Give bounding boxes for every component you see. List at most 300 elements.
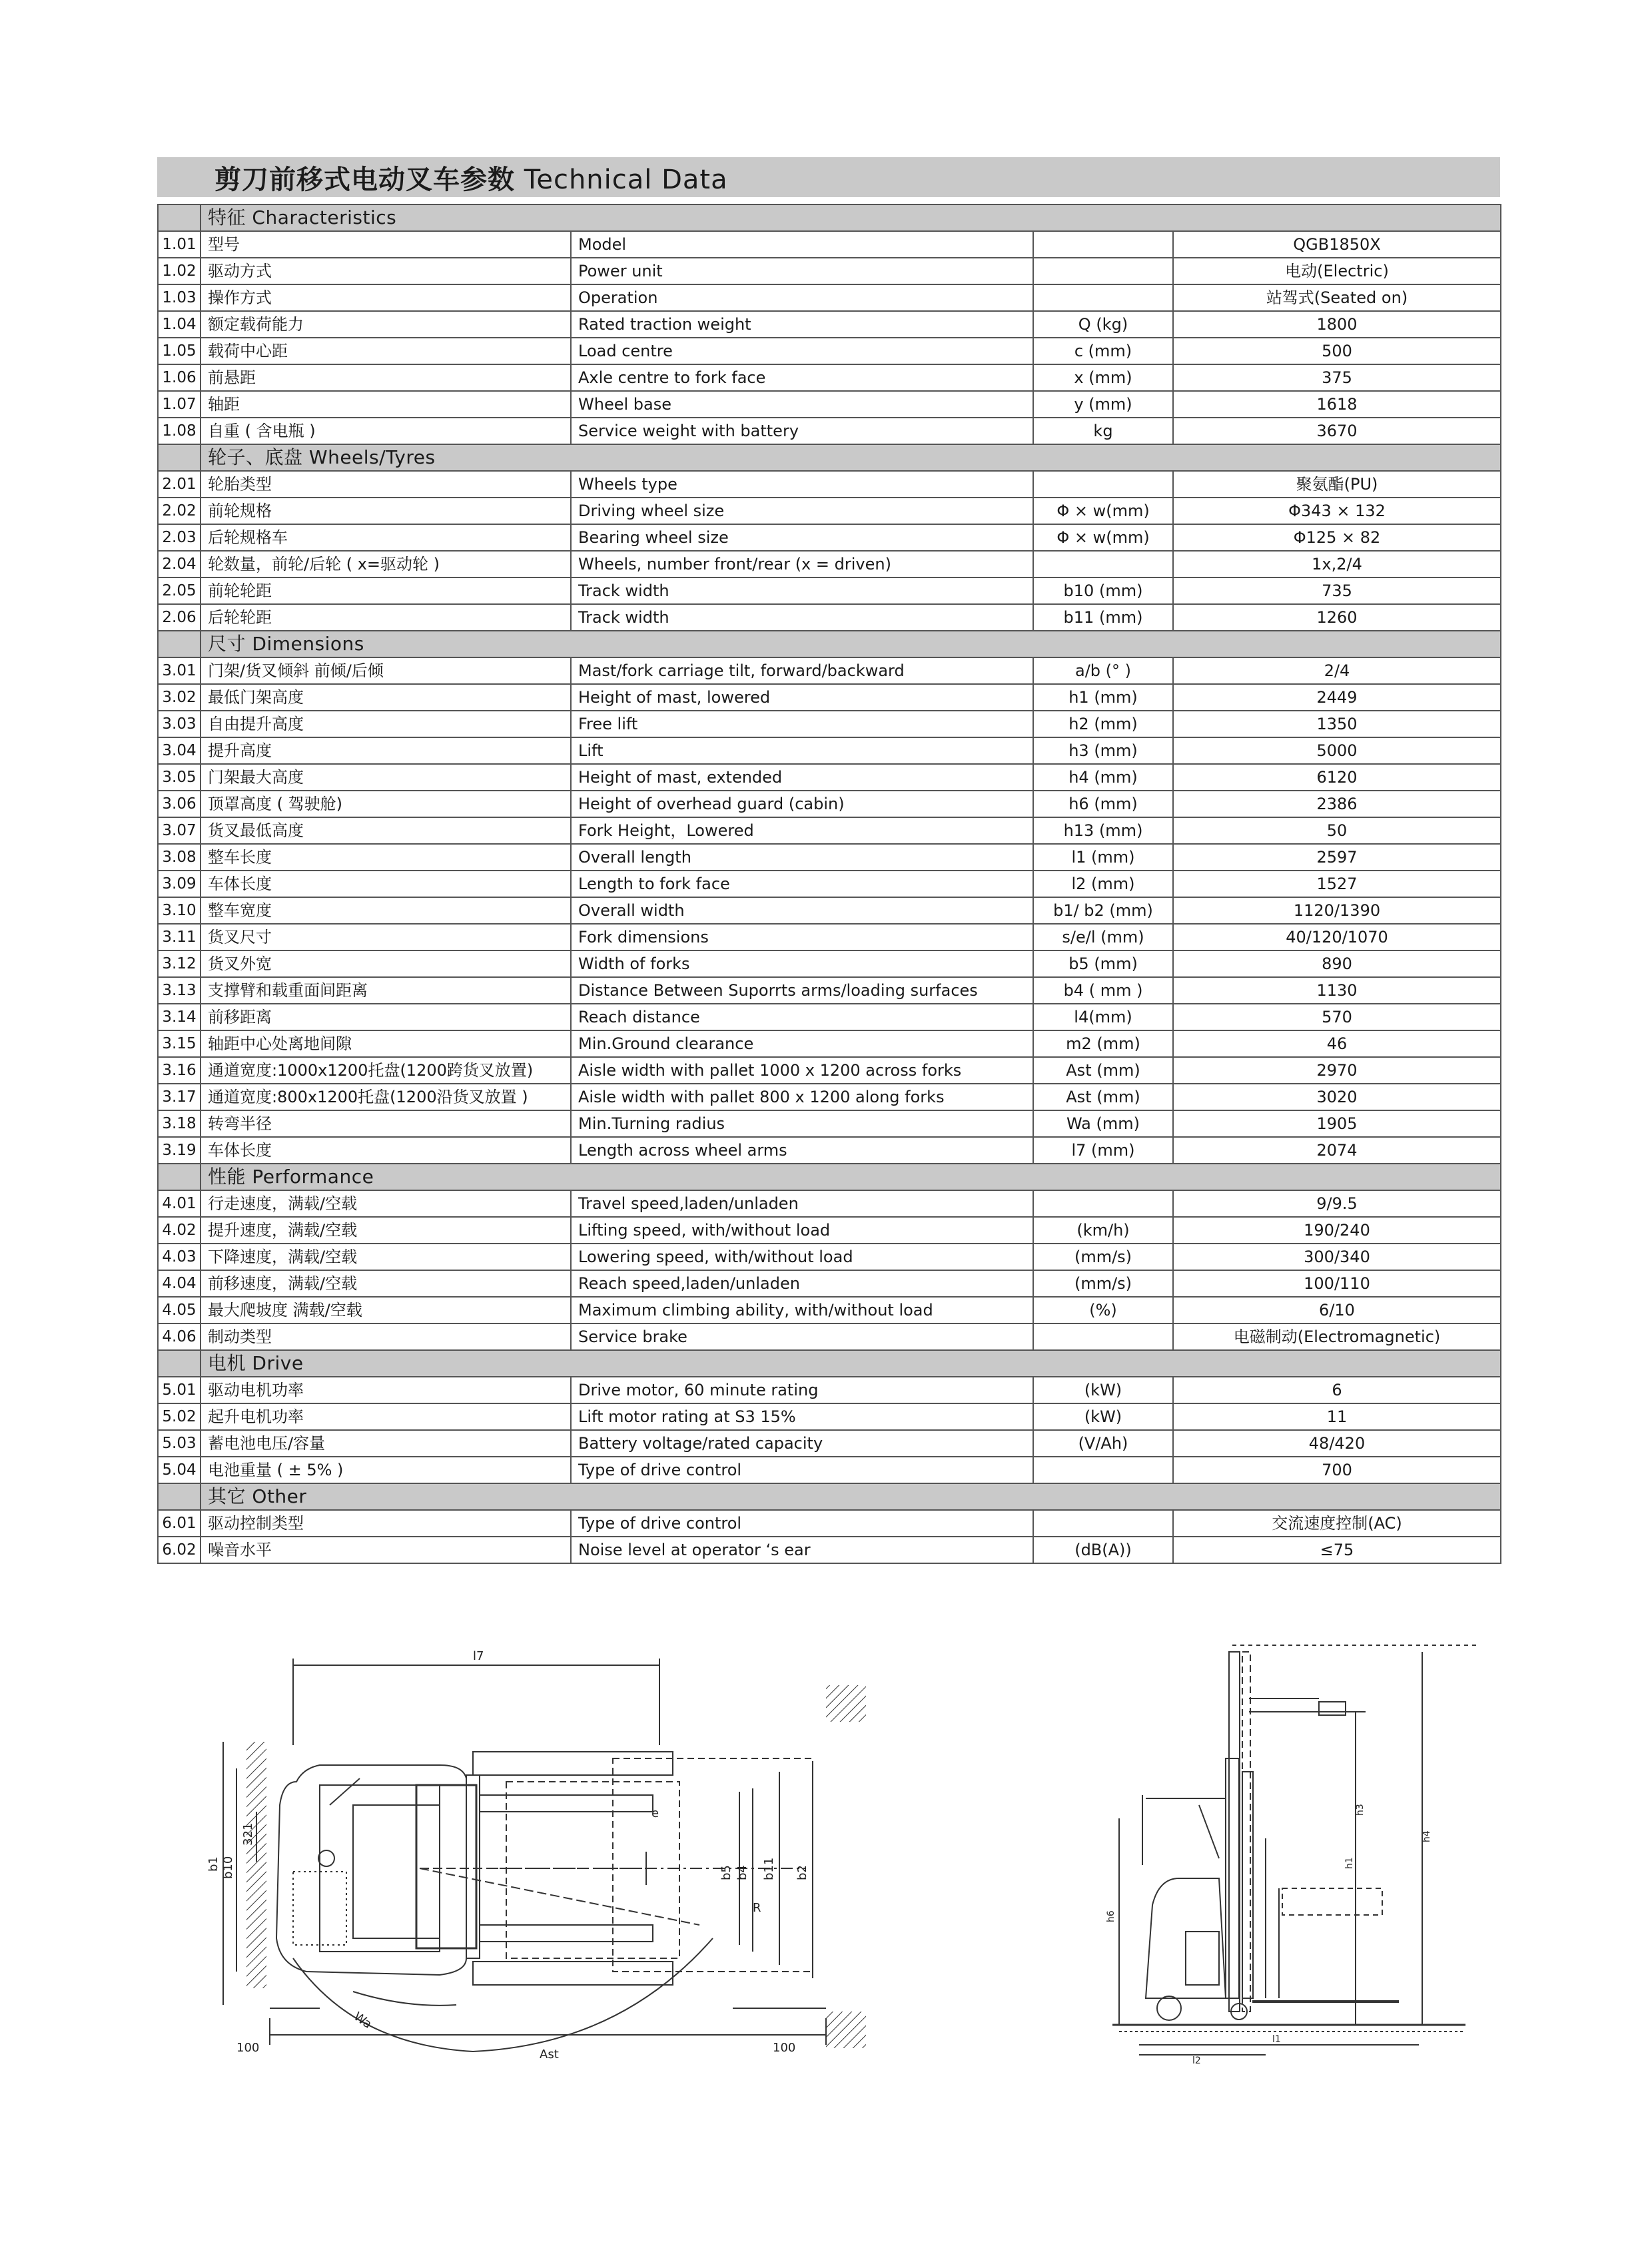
section-header-blank bbox=[158, 1483, 201, 1510]
table-row bbox=[158, 977, 1501, 1004]
row-label-zh: 轴距 bbox=[201, 391, 571, 418]
row-unit: h4 (mm) bbox=[1033, 764, 1173, 791]
row-label-en: Type of drive control bbox=[571, 1510, 1033, 1537]
row-label-en: Width of forks bbox=[571, 950, 1033, 977]
row-unit: l7 (mm) bbox=[1033, 1137, 1173, 1164]
section-header-blank bbox=[158, 1164, 201, 1190]
table-row bbox=[158, 1377, 1501, 1403]
row-label-zh: 载荷中心距 bbox=[201, 338, 571, 364]
section-header bbox=[158, 1483, 1501, 1510]
row-value: 1618 bbox=[1173, 391, 1501, 418]
table-row bbox=[158, 577, 1501, 604]
row-unit: (kW) bbox=[1033, 1403, 1173, 1430]
row-number: 6.02 bbox=[158, 1537, 201, 1563]
table-row bbox=[158, 1457, 1501, 1483]
dim-label-r: R bbox=[753, 1901, 761, 1915]
row-label-en: Driving wheel size bbox=[571, 498, 1033, 524]
section-title: 其它 Other bbox=[201, 1483, 1501, 1510]
row-number: 4.04 bbox=[158, 1270, 201, 1297]
table-row bbox=[158, 524, 1501, 551]
row-number: 4.06 bbox=[158, 1323, 201, 1350]
table-row bbox=[158, 711, 1501, 737]
table-row bbox=[158, 338, 1501, 364]
row-unit: (V/Ah) bbox=[1033, 1430, 1173, 1457]
row-number: 1.02 bbox=[158, 258, 201, 284]
section-header-blank bbox=[158, 444, 201, 471]
row-label-zh: 前移速度，满载/空载 bbox=[201, 1270, 571, 1297]
row-value: 735 bbox=[1173, 577, 1501, 604]
row-label-zh: 最大爬坡度 满载/空载 bbox=[201, 1297, 571, 1323]
row-unit: b4 ( mm ) bbox=[1033, 977, 1173, 1004]
row-unit: (dB(A)) bbox=[1033, 1537, 1173, 1563]
row-label-en: Service brake bbox=[571, 1323, 1033, 1350]
row-label-zh: 自重 ( 含电瓶 ) bbox=[201, 418, 571, 444]
row-number: 3.04 bbox=[158, 737, 201, 764]
row-number: 1.03 bbox=[158, 284, 201, 311]
section-header bbox=[158, 444, 1501, 471]
row-label-en: Maximum climbing ability, with/without load bbox=[571, 1297, 1033, 1323]
table-row bbox=[158, 1110, 1501, 1137]
row-label-zh: 轴距中心处离地间隙 bbox=[201, 1030, 571, 1057]
dim-label-b5: b5 bbox=[719, 1865, 733, 1880]
row-value: 40/120/1070 bbox=[1173, 924, 1501, 950]
section-title: 尺寸 Dimensions bbox=[201, 631, 1501, 657]
row-label-zh: 转弯半径 bbox=[201, 1110, 571, 1137]
row-label-zh: 顶罩高度 ( 驾驶舱) bbox=[201, 791, 571, 817]
row-number: 2.02 bbox=[158, 498, 201, 524]
row-value: 1800 bbox=[1173, 311, 1501, 338]
row-value: 300/340 bbox=[1173, 1244, 1501, 1270]
row-number: 2.03 bbox=[158, 524, 201, 551]
row-number: 1.08 bbox=[158, 418, 201, 444]
row-number: 4.01 bbox=[158, 1190, 201, 1217]
title-bar bbox=[157, 157, 1500, 197]
row-label-en: Height of overhead guard (cabin) bbox=[571, 791, 1033, 817]
row-label-zh: 轮胎类型 bbox=[201, 471, 571, 498]
row-number: 2.01 bbox=[158, 471, 201, 498]
table-row bbox=[158, 498, 1501, 524]
row-number: 3.10 bbox=[158, 897, 201, 924]
section-header-blank bbox=[158, 1350, 201, 1377]
dim-label-e: e bbox=[651, 1806, 659, 1820]
table-row bbox=[158, 1537, 1501, 1563]
row-value: 聚氨酯(PU) bbox=[1173, 471, 1501, 498]
row-label-en: Battery voltage/rated capacity bbox=[571, 1430, 1033, 1457]
table-row bbox=[158, 1004, 1501, 1030]
table-row bbox=[158, 924, 1501, 950]
row-unit: h13 (mm) bbox=[1033, 817, 1173, 844]
row-value: 2074 bbox=[1173, 1137, 1501, 1164]
table-row bbox=[158, 231, 1501, 258]
title-en: Technical Data bbox=[524, 164, 728, 195]
spec-table bbox=[157, 204, 1501, 1564]
row-value: ≤75 bbox=[1173, 1537, 1501, 1563]
row-unit: Q (kg) bbox=[1033, 311, 1173, 338]
row-label-en: Aisle width with pallet 800 x 1200 along forks bbox=[571, 1084, 1033, 1110]
row-number: 5.01 bbox=[158, 1377, 201, 1403]
row-unit bbox=[1033, 284, 1173, 311]
row-value: 2970 bbox=[1173, 1057, 1501, 1084]
row-label-en: Mast/fork carriage tilt, forward/backward bbox=[571, 657, 1033, 684]
row-value: 190/240 bbox=[1173, 1217, 1501, 1244]
table-row bbox=[158, 258, 1501, 284]
dim-label-321: 321 bbox=[241, 1822, 255, 1846]
row-number: 5.03 bbox=[158, 1430, 201, 1457]
row-number: 4.05 bbox=[158, 1297, 201, 1323]
row-value: 1350 bbox=[1173, 711, 1501, 737]
row-label-zh: 支撑臂和载重面间距离 bbox=[201, 977, 571, 1004]
row-label-zh: 操作方式 bbox=[201, 284, 571, 311]
row-number: 3.11 bbox=[158, 924, 201, 950]
row-label-en: Axle centre to fork face bbox=[571, 364, 1033, 391]
row-label-zh: 通道宽度:800x1200托盘(1200沿货叉放置 ) bbox=[201, 1084, 571, 1110]
row-unit: (%) bbox=[1033, 1297, 1173, 1323]
row-number: 3.18 bbox=[158, 1110, 201, 1137]
row-label-zh: 货叉外宽 bbox=[201, 950, 571, 977]
dim-label-l7: l7 bbox=[473, 1649, 484, 1663]
row-label-zh: 门架/货叉倾斜 前倾/后倾 bbox=[201, 657, 571, 684]
table-row bbox=[158, 1270, 1501, 1297]
dim-label-b1: b1 bbox=[206, 1856, 220, 1872]
row-unit bbox=[1033, 1323, 1173, 1350]
row-label-zh: 后轮规格车 bbox=[201, 524, 571, 551]
side-view-drawing bbox=[1106, 1639, 1492, 2065]
row-value: Φ125 × 82 bbox=[1173, 524, 1501, 551]
row-number: 2.04 bbox=[158, 551, 201, 577]
row-value: 电磁制动(Electromagnetic) bbox=[1173, 1323, 1501, 1350]
table-row bbox=[158, 418, 1501, 444]
row-label-en: Min.Ground clearance bbox=[571, 1030, 1033, 1057]
row-label-en: Load centre bbox=[571, 338, 1033, 364]
dim-label-l2: l2 bbox=[1192, 2055, 1201, 2065]
row-unit: h6 (mm) bbox=[1033, 791, 1173, 817]
row-value: 700 bbox=[1173, 1457, 1501, 1483]
section-title: 电机 Drive bbox=[201, 1350, 1501, 1377]
table-row bbox=[158, 311, 1501, 338]
row-label-zh: 提升高度 bbox=[201, 737, 571, 764]
row-label-en: Fork Height，Lowered bbox=[571, 817, 1033, 844]
section-header bbox=[158, 1350, 1501, 1377]
row-label-zh: 驱动方式 bbox=[201, 258, 571, 284]
row-label-zh: 驱动控制类型 bbox=[201, 1510, 571, 1537]
row-number: 2.06 bbox=[158, 604, 201, 631]
row-unit: Ast (mm) bbox=[1033, 1057, 1173, 1084]
row-number: 1.06 bbox=[158, 364, 201, 391]
row-value: 2449 bbox=[1173, 684, 1501, 711]
row-label-en: Noise level at operator ‘s ear bbox=[571, 1537, 1033, 1563]
row-unit: b10 (mm) bbox=[1033, 577, 1173, 604]
row-label-en: Lift motor rating at S3 15% bbox=[571, 1403, 1033, 1430]
row-value: 2597 bbox=[1173, 844, 1501, 871]
row-unit: l4(mm) bbox=[1033, 1004, 1173, 1030]
row-unit: kg bbox=[1033, 418, 1173, 444]
row-value: 1x,2/4 bbox=[1173, 551, 1501, 577]
row-value: 46 bbox=[1173, 1030, 1501, 1057]
row-label-en: Travel speed,laden/unladen bbox=[571, 1190, 1033, 1217]
row-label-en: Height of mast, lowered bbox=[571, 684, 1033, 711]
row-unit: s/e/l (mm) bbox=[1033, 924, 1173, 950]
row-label-zh: 噪音水平 bbox=[201, 1537, 571, 1563]
row-label-zh: 整车长度 bbox=[201, 844, 571, 871]
row-number: 1.04 bbox=[158, 311, 201, 338]
dim-label-h4: h4 bbox=[1422, 1830, 1432, 1842]
row-label-zh: 驱动电机功率 bbox=[201, 1377, 571, 1403]
table-row bbox=[158, 364, 1501, 391]
row-label-en: Overall length bbox=[571, 844, 1033, 871]
row-number: 3.14 bbox=[158, 1004, 201, 1030]
row-value: 3670 bbox=[1173, 418, 1501, 444]
row-number: 1.01 bbox=[158, 231, 201, 258]
row-label-en: Type of drive control bbox=[571, 1457, 1033, 1483]
table-row bbox=[158, 657, 1501, 684]
row-unit bbox=[1033, 258, 1173, 284]
table-row bbox=[158, 1510, 1501, 1537]
row-value: 1130 bbox=[1173, 977, 1501, 1004]
table-row bbox=[158, 551, 1501, 577]
row-label-en: Reach distance bbox=[571, 1004, 1033, 1030]
row-label-en: Track width bbox=[571, 577, 1033, 604]
section-header bbox=[158, 631, 1501, 657]
row-number: 2.05 bbox=[158, 577, 201, 604]
row-number: 4.02 bbox=[158, 1217, 201, 1244]
row-number: 3.06 bbox=[158, 791, 201, 817]
row-label-en: Min.Turning radius bbox=[571, 1110, 1033, 1137]
row-label-zh: 前移距离 bbox=[201, 1004, 571, 1030]
row-value: 9/9.5 bbox=[1173, 1190, 1501, 1217]
row-number: 5.02 bbox=[158, 1403, 201, 1430]
row-number: 5.04 bbox=[158, 1457, 201, 1483]
row-value: 48/420 bbox=[1173, 1430, 1501, 1457]
row-unit: b11 (mm) bbox=[1033, 604, 1173, 631]
row-unit: h2 (mm) bbox=[1033, 711, 1173, 737]
row-label-en: Drive motor, 60 minute rating bbox=[571, 1377, 1033, 1403]
table-row bbox=[158, 871, 1501, 897]
table-row bbox=[158, 1137, 1501, 1164]
row-number: 3.12 bbox=[158, 950, 201, 977]
table-row bbox=[158, 1190, 1501, 1217]
row-unit: c (mm) bbox=[1033, 338, 1173, 364]
row-label-zh: 门架最大高度 bbox=[201, 764, 571, 791]
row-label-zh: 电池重量 ( ± 5% ) bbox=[201, 1457, 571, 1483]
row-number: 3.03 bbox=[158, 711, 201, 737]
row-unit: (kW) bbox=[1033, 1377, 1173, 1403]
row-label-zh: 整车宽度 bbox=[201, 897, 571, 924]
row-number: 3.13 bbox=[158, 977, 201, 1004]
row-unit: a/b (° ) bbox=[1033, 657, 1173, 684]
row-label-en: Service weight with battery bbox=[571, 418, 1033, 444]
table-row bbox=[158, 1244, 1501, 1270]
row-value: QGB1850X bbox=[1173, 231, 1501, 258]
row-value: 6120 bbox=[1173, 764, 1501, 791]
row-label-zh: 后轮轮距 bbox=[201, 604, 571, 631]
section-title: 特征 Characteristics bbox=[201, 204, 1501, 231]
row-unit: b5 (mm) bbox=[1033, 950, 1173, 977]
table-row bbox=[158, 950, 1501, 977]
row-value: 2/4 bbox=[1173, 657, 1501, 684]
row-value: 3020 bbox=[1173, 1084, 1501, 1110]
table-row bbox=[158, 284, 1501, 311]
row-number: 3.15 bbox=[158, 1030, 201, 1057]
row-value: 交流速度控制(AC) bbox=[1173, 1510, 1501, 1537]
row-label-zh: 货叉尺寸 bbox=[201, 924, 571, 950]
row-number: 4.03 bbox=[158, 1244, 201, 1270]
row-number: 3.07 bbox=[158, 817, 201, 844]
row-label-zh: 前轮轮距 bbox=[201, 577, 571, 604]
row-unit: b1/ b2 (mm) bbox=[1033, 897, 1173, 924]
row-value: 100/110 bbox=[1173, 1270, 1501, 1297]
row-label-zh: 提升速度，满载/空载 bbox=[201, 1217, 571, 1244]
table-row bbox=[158, 1057, 1501, 1084]
row-unit: Φ × w(mm) bbox=[1033, 524, 1173, 551]
row-label-zh: 前悬距 bbox=[201, 364, 571, 391]
row-number: 3.01 bbox=[158, 657, 201, 684]
row-unit: l1 (mm) bbox=[1033, 844, 1173, 871]
table-row bbox=[158, 1403, 1501, 1430]
row-label-zh: 自由提升高度 bbox=[201, 711, 571, 737]
top-view-drawing bbox=[153, 1645, 899, 2071]
table-row bbox=[158, 844, 1501, 871]
row-label-zh: 车体长度 bbox=[201, 871, 571, 897]
row-value: 6/10 bbox=[1173, 1297, 1501, 1323]
table-row bbox=[158, 764, 1501, 791]
dim-label-l1: l1 bbox=[1272, 2034, 1281, 2045]
row-value: 6 bbox=[1173, 1377, 1501, 1403]
section-title: 轮子、底盘 Wheels/Tyres bbox=[201, 444, 1501, 471]
row-unit: h3 (mm) bbox=[1033, 737, 1173, 764]
row-number: 3.05 bbox=[158, 764, 201, 791]
row-label-zh: 通道宽度:1000x1200托盘(1200跨货叉放置) bbox=[201, 1057, 571, 1084]
row-unit bbox=[1033, 1457, 1173, 1483]
row-label-zh: 额定载荷能力 bbox=[201, 311, 571, 338]
row-label-en: Lowering speed, with/without load bbox=[571, 1244, 1033, 1270]
row-label-en: Distance Between Suporrts arms/loading surfaces bbox=[571, 977, 1033, 1004]
dim-label-b10: b10 bbox=[221, 1856, 235, 1879]
row-unit bbox=[1033, 1510, 1173, 1537]
section-title: 性能 Performance bbox=[201, 1164, 1501, 1190]
row-value: 1120/1390 bbox=[1173, 897, 1501, 924]
row-unit: (mm/s) bbox=[1033, 1244, 1173, 1270]
page-title bbox=[214, 159, 728, 196]
dim-label-h1: h1 bbox=[1344, 1857, 1355, 1869]
row-value: 5000 bbox=[1173, 737, 1501, 764]
row-label-en: Aisle width with pallet 1000 x 1200 across forks bbox=[571, 1057, 1033, 1084]
row-label-en: Wheels type bbox=[571, 471, 1033, 498]
row-label-zh: 制动类型 bbox=[201, 1323, 571, 1350]
row-label-zh: 下降速度，满载/空载 bbox=[201, 1244, 571, 1270]
dim-label-b2: b2 bbox=[795, 1865, 809, 1880]
row-label-en: Wheel base bbox=[571, 391, 1033, 418]
row-value: 站驾式(Seated on) bbox=[1173, 284, 1501, 311]
row-label-en: Operation bbox=[571, 284, 1033, 311]
table-row bbox=[158, 897, 1501, 924]
row-label-zh: 行走速度，满载/空载 bbox=[201, 1190, 571, 1217]
dim-label-100b: 100 bbox=[773, 2041, 796, 2055]
row-label-zh: 货叉最低高度 bbox=[201, 817, 571, 844]
table-row bbox=[158, 1323, 1501, 1350]
row-value: 50 bbox=[1173, 817, 1501, 844]
row-label-en: Power unit bbox=[571, 258, 1033, 284]
row-unit: (km/h) bbox=[1033, 1217, 1173, 1244]
row-number: 1.07 bbox=[158, 391, 201, 418]
table-row bbox=[158, 791, 1501, 817]
row-value: 1905 bbox=[1173, 1110, 1501, 1137]
row-value: 2386 bbox=[1173, 791, 1501, 817]
table-row bbox=[158, 1030, 1501, 1057]
row-unit: Φ × w(mm) bbox=[1033, 498, 1173, 524]
dim-label-100a: 100 bbox=[236, 2041, 260, 2055]
row-unit: x (mm) bbox=[1033, 364, 1173, 391]
row-number: 6.01 bbox=[158, 1510, 201, 1537]
row-label-en: Fork dimensions bbox=[571, 924, 1033, 950]
row-value: 1527 bbox=[1173, 871, 1501, 897]
row-label-en: Reach speed,laden/unladen bbox=[571, 1270, 1033, 1297]
row-label-en: Overall width bbox=[571, 897, 1033, 924]
dim-label-b4: b4 bbox=[735, 1865, 749, 1880]
row-unit: y (mm) bbox=[1033, 391, 1173, 418]
row-value: 500 bbox=[1173, 338, 1501, 364]
section-header-blank bbox=[158, 204, 201, 231]
row-unit bbox=[1033, 231, 1173, 258]
table-row bbox=[158, 1084, 1501, 1110]
row-unit bbox=[1033, 551, 1173, 577]
row-value: 375 bbox=[1173, 364, 1501, 391]
table-row bbox=[158, 391, 1501, 418]
row-label-en: Height of mast, extended bbox=[571, 764, 1033, 791]
table-row bbox=[158, 737, 1501, 764]
row-label-en: Lift bbox=[571, 737, 1033, 764]
row-label-zh: 最低门架高度 bbox=[201, 684, 571, 711]
row-number: 3.19 bbox=[158, 1137, 201, 1164]
row-label-en: Lifting speed, with/without load bbox=[571, 1217, 1033, 1244]
row-label-en: Model bbox=[571, 231, 1033, 258]
row-unit: m2 (mm) bbox=[1033, 1030, 1173, 1057]
row-number: 3.17 bbox=[158, 1084, 201, 1110]
table-row bbox=[158, 817, 1501, 844]
row-label-en: Free lift bbox=[571, 711, 1033, 737]
table-row bbox=[158, 1217, 1501, 1244]
row-unit bbox=[1033, 471, 1173, 498]
row-label-zh: 前轮规格 bbox=[201, 498, 571, 524]
row-number: 3.08 bbox=[158, 844, 201, 871]
row-unit: Ast (mm) bbox=[1033, 1084, 1173, 1110]
row-number: 3.16 bbox=[158, 1057, 201, 1084]
dim-label-wa: Wa bbox=[351, 2009, 374, 2032]
title-zh: 剪刀前移式电动叉车参数 bbox=[214, 164, 515, 195]
table-row bbox=[158, 684, 1501, 711]
row-label-en: Wheels, number front/rear (x = driven) bbox=[571, 551, 1033, 577]
row-label-en: Rated traction weight bbox=[571, 311, 1033, 338]
table-row bbox=[158, 604, 1501, 631]
dim-label-h6: h6 bbox=[1106, 1910, 1116, 1922]
dim-label-ast: Ast bbox=[540, 2048, 559, 2061]
row-label-zh: 起升电机功率 bbox=[201, 1403, 571, 1430]
section-header bbox=[158, 1164, 1501, 1190]
row-value: 570 bbox=[1173, 1004, 1501, 1030]
row-label-zh: 型号 bbox=[201, 231, 571, 258]
section-header-blank bbox=[158, 631, 201, 657]
row-value: 电动(Electric) bbox=[1173, 258, 1501, 284]
row-unit: l2 (mm) bbox=[1033, 871, 1173, 897]
row-label-zh: 轮数量，前轮/后轮 ( x=驱动轮 ) bbox=[201, 551, 571, 577]
table-row bbox=[158, 471, 1501, 498]
row-value: Φ343 × 132 bbox=[1173, 498, 1501, 524]
table-row bbox=[158, 1297, 1501, 1323]
row-value: 1260 bbox=[1173, 604, 1501, 631]
row-value: 890 bbox=[1173, 950, 1501, 977]
section-header bbox=[158, 204, 1501, 231]
row-number: 1.05 bbox=[158, 338, 201, 364]
row-number: 3.09 bbox=[158, 871, 201, 897]
